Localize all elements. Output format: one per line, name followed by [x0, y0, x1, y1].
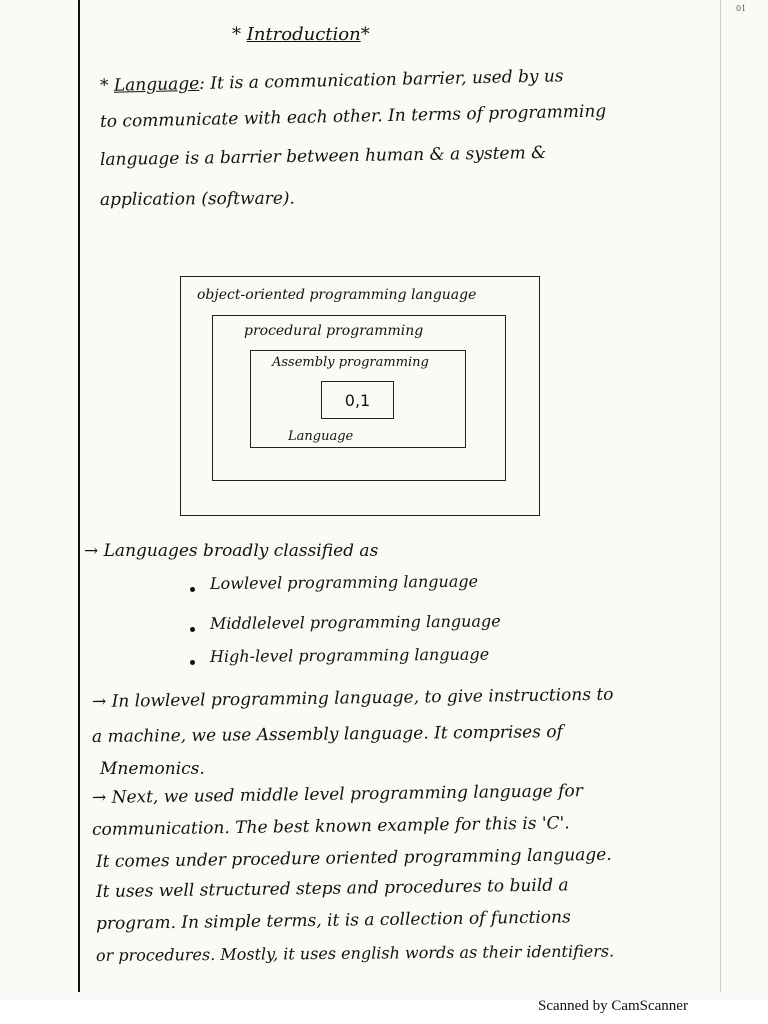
diagram-oop-label: object-oriented programming language	[197, 287, 477, 303]
intro-colon: :	[198, 73, 206, 94]
classification-heading: → Languages broadly classified as	[84, 541, 379, 561]
lowlevel-line-2: a machine, we use Assembly language. It comprises of	[91, 722, 563, 747]
bullet-dot	[190, 660, 195, 665]
middle-line-1: → Next, we used middle level programming language for	[91, 781, 583, 808]
diagram-assembly-label: Assembly programming	[272, 355, 429, 370]
title-star-left: *	[232, 24, 247, 45]
middle-line-4: It uses well structured steps and procedures to build a	[95, 875, 569, 902]
bullet-dot	[190, 627, 195, 632]
margin-line	[78, 0, 80, 992]
middle-line-5: program. In simple terms, it is a collection of functions	[95, 907, 571, 934]
classification-item-middlelevel: Middlelevel programming language	[209, 611, 501, 633]
scanner-watermark: Scanned by CamScanner	[538, 998, 688, 1014]
classification-item-lowlevel: Lowlevel programming language	[209, 571, 479, 593]
intro-heading: Language	[113, 73, 200, 96]
intro-line-1-text: It is a communication barrier, used by us	[204, 66, 564, 94]
page-edge-line	[720, 0, 721, 992]
title-text: Introduction	[246, 24, 361, 45]
middle-line-6: or procedures. Mostly, it uses english words as their identifiers.	[95, 941, 615, 965]
title-star-right: *	[360, 24, 370, 45]
page-title	[232, 26, 370, 44]
diagram-procedural-label: procedural programming	[244, 323, 424, 339]
intro-line-3: language is a barrier between human & a system &	[99, 142, 547, 170]
diagram-language-label: Language	[288, 429, 354, 444]
lowlevel-line-3: Mnemonics.	[100, 759, 205, 779]
lowlevel-line-1: → In lowlevel programming language, to give instructions to	[91, 684, 614, 712]
middle-line-2: communication. The best known example for this is 'C'.	[91, 813, 570, 840]
diagram-binary-label: 0,1	[344, 390, 371, 410]
classification-item-highlevel: High-level programming language	[209, 644, 490, 666]
page-number: 01	[736, 4, 747, 13]
intro-line-4: application (software).	[99, 188, 295, 210]
bullet-dot	[190, 587, 195, 592]
intro-marker: *	[99, 75, 115, 96]
intro-line-2: to communicate with each other. In terms of programming	[99, 101, 607, 132]
middle-line-3: It comes under procedure oriented programming language.	[95, 844, 612, 872]
intro-line-1	[100, 68, 564, 95]
